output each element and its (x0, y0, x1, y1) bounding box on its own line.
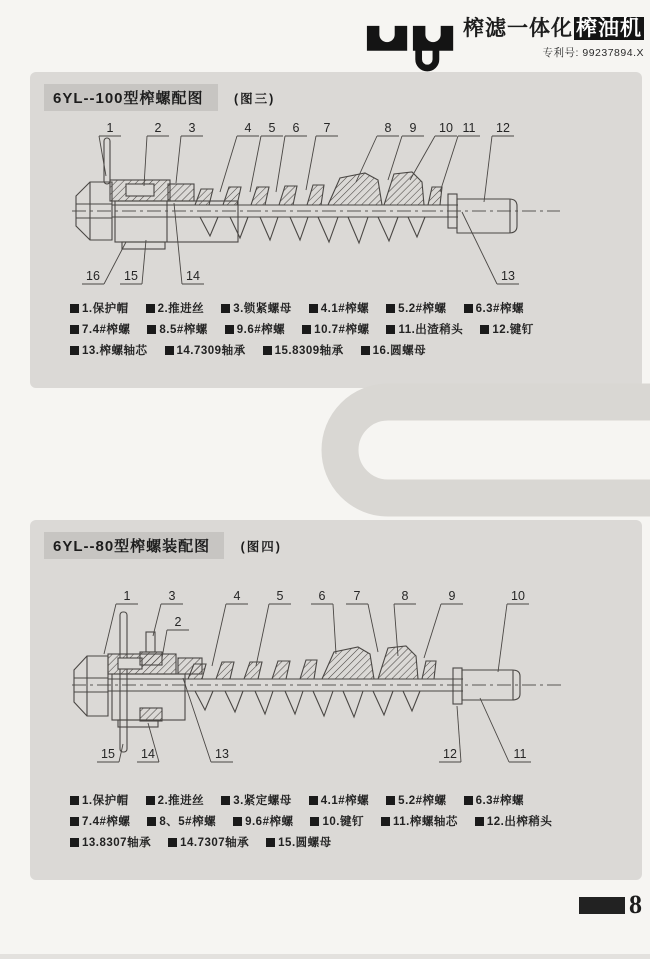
callout-3 (176, 121, 203, 183)
square-bullet-icon (233, 817, 242, 826)
part-label: 15.8309轴承 (274, 345, 344, 357)
callout-leader-line (462, 212, 497, 284)
square-bullet-icon (475, 817, 484, 826)
parts-list-6yl100 (70, 300, 560, 363)
part-item (309, 792, 369, 808)
part-item (266, 834, 332, 850)
callout-leader-line (484, 136, 492, 202)
callout-number: 13 (501, 269, 515, 283)
part-label: 4.1#榨螺 (320, 303, 370, 315)
callout-number: 8 (401, 589, 409, 603)
part-item (147, 813, 216, 829)
callout-4 (212, 589, 248, 666)
square-bullet-icon (266, 838, 275, 847)
callout-leader-line (333, 604, 336, 654)
part-item (147, 321, 207, 337)
parts-row (70, 321, 560, 337)
lock-nut (168, 184, 194, 201)
callout-leader-line (480, 698, 509, 762)
part-label: 11.出渣稍头 (398, 324, 464, 336)
page-bottom-edge (0, 954, 650, 959)
callout-leader-line (368, 604, 378, 652)
parts-row (70, 834, 560, 850)
part-label: 9.6#榨螺 (245, 816, 294, 828)
square-bullet-icon (386, 304, 395, 313)
callout-number: 12 (443, 747, 457, 761)
callout-leader-line (142, 240, 146, 284)
part-label: 8、5#榨螺 (159, 816, 217, 828)
callout-12 (439, 706, 461, 762)
part-item (386, 300, 446, 316)
square-bullet-icon (221, 796, 230, 805)
part-item (70, 813, 130, 829)
callout-number: 9 (448, 589, 456, 603)
square-bullet-icon (263, 346, 272, 355)
part-label: 1.保护帽 (82, 795, 129, 807)
square-bullet-icon (221, 304, 230, 313)
square-bullet-icon (146, 796, 155, 805)
square-bullet-icon (302, 325, 311, 334)
part-item (168, 834, 249, 850)
callout-6 (276, 121, 307, 192)
callout-5 (256, 589, 291, 666)
callout-number: 14 (141, 747, 155, 761)
callout-9 (424, 589, 463, 658)
callout-2 (144, 121, 169, 186)
part-label: 6.3#榨螺 (475, 795, 524, 807)
callout-number: 15 (101, 747, 115, 761)
parts-row (70, 300, 560, 316)
callout-number: 11 (513, 747, 527, 761)
watermark-band (268, 376, 650, 528)
page-number: 8 (629, 890, 642, 919)
callout-15 (97, 744, 123, 762)
section1-title-row (44, 84, 275, 111)
part-item (475, 813, 553, 829)
parts-list-6yl80 (70, 792, 560, 855)
section-6yl80 (30, 520, 642, 880)
part-label: 14.7309轴承 (176, 345, 246, 357)
part-label: 13.榨螺轴芯 (82, 345, 148, 357)
callout-leader-line (104, 242, 126, 284)
callout-leader-line (176, 136, 181, 183)
callout-leader-line (99, 136, 106, 176)
part-label: 10.7#榨螺 (314, 324, 370, 336)
square-bullet-icon (168, 838, 177, 847)
square-bullet-icon (464, 796, 473, 805)
square-bullet-icon (70, 817, 79, 826)
callout-number: 10 (439, 121, 453, 135)
part-item (480, 321, 534, 337)
part-item (310, 813, 364, 829)
callout-8 (356, 121, 399, 182)
parts-row (70, 792, 560, 808)
part-label: 14.7307轴承 (180, 837, 250, 849)
section1-figure-tag: (图三) (233, 92, 276, 106)
part-label: 3.紧定螺母 (233, 795, 292, 807)
part-label: 11.榨螺轴芯 (392, 816, 458, 828)
part-item (225, 321, 285, 337)
part-item (263, 342, 344, 358)
square-bullet-icon (165, 346, 174, 355)
part-item (70, 321, 130, 337)
part-label: 9.6#榨螺 (236, 324, 286, 336)
brand-title: 榨滤一体化 (463, 17, 573, 40)
part-item (146, 300, 205, 316)
square-bullet-icon (70, 796, 79, 805)
callout-leader-line (174, 203, 182, 284)
part-label: 2.推进丝 (157, 795, 205, 807)
part-label: 6.3#榨螺 (475, 303, 524, 315)
parts-row (70, 813, 560, 829)
callout-leader-line (306, 136, 316, 190)
part-label: 5.2#榨螺 (398, 303, 447, 315)
callout-number: 5 (268, 121, 276, 135)
square-bullet-icon (464, 304, 473, 313)
callout-12 (484, 121, 514, 202)
part-item (464, 792, 524, 808)
callout-leader-line (424, 604, 441, 658)
part-item (70, 300, 129, 316)
callout-leader-line (250, 136, 261, 192)
callout-number: 7 (353, 589, 361, 603)
part-label: 1.保护帽 (82, 303, 129, 315)
square-bullet-icon (147, 325, 156, 334)
part-item (386, 321, 463, 337)
patent-number: 专利号: 99237894.X (542, 47, 644, 59)
set-bolt (140, 632, 162, 721)
part-item (309, 300, 369, 316)
part-item (233, 813, 293, 829)
section1-title: 6YL--100型榨螺配图 (44, 84, 218, 111)
part-label: 3.锁紧螺母 (233, 303, 292, 315)
callout-7 (306, 121, 338, 190)
callout-leader-line (498, 604, 507, 672)
callout-number: 5 (276, 589, 284, 603)
flange-ring (453, 668, 462, 704)
part-label: 7.4#榨螺 (82, 324, 131, 336)
part-label: 12.键钉 (492, 324, 534, 336)
screw-flights-upper (188, 646, 436, 679)
callout-number: 4 (244, 121, 252, 135)
callout-leader-line (153, 604, 161, 636)
callout-leader-line (410, 136, 435, 180)
callout-leader-line (457, 706, 461, 762)
callout-number: 7 (323, 121, 331, 135)
brand-title-reversed: 榨油机 (576, 17, 642, 40)
part-item (70, 792, 129, 808)
part-label: 4.1#榨螺 (320, 795, 370, 807)
part-item (221, 792, 292, 808)
square-bullet-icon (147, 817, 156, 826)
push-screw-pin (104, 138, 110, 184)
square-bullet-icon (386, 796, 395, 805)
callout-4 (220, 121, 259, 192)
callout-2 (162, 615, 189, 658)
square-bullet-icon (70, 325, 79, 334)
part-item (361, 342, 427, 358)
callout-number: 14 (186, 269, 200, 283)
section2-title: 6YL--80型榨螺装配图 (44, 532, 224, 559)
screw-flights-lower (200, 217, 425, 243)
callout-number: 12 (496, 121, 510, 135)
part-label: 12.出榨稍头 (486, 816, 553, 828)
page-footer (579, 890, 642, 920)
part-label: 8.5#榨螺 (159, 324, 208, 336)
part-item (464, 300, 524, 316)
parts-row (70, 342, 560, 358)
callout-number: 3 (168, 589, 176, 603)
callout-7 (346, 589, 378, 652)
square-bullet-icon (361, 346, 370, 355)
callout-leader-line (256, 604, 269, 666)
square-bullet-icon (225, 325, 234, 334)
callout-number: 4 (233, 589, 241, 603)
part-label: 13.8307轴承 (82, 837, 152, 849)
part-item (302, 321, 369, 337)
square-bullet-icon (70, 304, 79, 313)
callout-10 (498, 589, 529, 672)
part-label: 16.圆螺母 (372, 345, 427, 357)
callout-leader-line (440, 136, 458, 192)
part-item (386, 792, 446, 808)
callout-number: 1 (123, 589, 131, 603)
callouts-layer (82, 121, 519, 284)
callout-14 (137, 723, 159, 762)
protective-cap (74, 656, 108, 716)
part-item (146, 792, 205, 808)
part-item (70, 834, 151, 850)
square-bullet-icon (70, 346, 79, 355)
assembly-diagram-6yl80 (60, 586, 590, 786)
part-item (165, 342, 246, 358)
part-label: 7.4#榨螺 (82, 816, 131, 828)
section2-title-row (44, 532, 282, 559)
callout-number: 6 (318, 589, 326, 603)
part-item (70, 342, 148, 358)
part-item (381, 813, 458, 829)
callout-9 (388, 121, 424, 180)
callout-16 (82, 242, 126, 284)
square-bullet-icon (310, 817, 319, 826)
assembly-diagram-6yl100 (60, 110, 590, 305)
square-bullet-icon (480, 325, 489, 334)
callout-14 (174, 203, 204, 284)
part-label: 5.2#榨螺 (398, 795, 447, 807)
callout-number: 8 (384, 121, 392, 135)
discharge-head (457, 199, 517, 233)
footer-bar (579, 897, 625, 914)
callout-number: 10 (511, 589, 525, 603)
section-6yl100 (30, 72, 642, 388)
callout-number: 15 (124, 269, 138, 283)
callout-number: 3 (188, 121, 196, 135)
brand-text-block (463, 12, 644, 60)
callout-number: 16 (86, 269, 100, 283)
callout-leader-line (144, 136, 147, 186)
callout-leader-line (276, 136, 285, 192)
callout-number: 1 (106, 121, 114, 135)
screw-flights-upper (195, 172, 442, 205)
callout-6 (311, 589, 336, 654)
screw-flights-lower (195, 691, 420, 717)
square-bullet-icon (70, 838, 79, 847)
square-bullet-icon (381, 817, 390, 826)
square-bullet-icon (309, 796, 318, 805)
section2-figure-tag: (图四) (240, 540, 282, 554)
callout-number: 2 (174, 615, 182, 629)
part-item (221, 300, 292, 316)
callout-number: 2 (154, 121, 162, 135)
callout-number: 11 (462, 121, 476, 135)
callout-leader-line (104, 604, 116, 654)
square-bullet-icon (386, 325, 395, 334)
part-label: 15.圆螺母 (278, 837, 332, 849)
callout-10 (410, 121, 457, 180)
brand-header (365, 12, 644, 74)
part-label: 10.键钉 (322, 816, 364, 828)
part-label: 2.推进丝 (157, 303, 205, 315)
callout-number: 6 (292, 121, 300, 135)
callout-11 (480, 698, 531, 762)
push-screw-pin (120, 612, 127, 752)
callout-1 (104, 589, 138, 654)
callout-number: 9 (409, 121, 417, 135)
square-bullet-icon (309, 304, 318, 313)
callout-leader-line (212, 604, 226, 666)
callout-leader-line (220, 136, 237, 192)
callout-number: 13 (215, 747, 229, 761)
brand-logo-icon (365, 16, 457, 74)
square-bullet-icon (146, 304, 155, 313)
